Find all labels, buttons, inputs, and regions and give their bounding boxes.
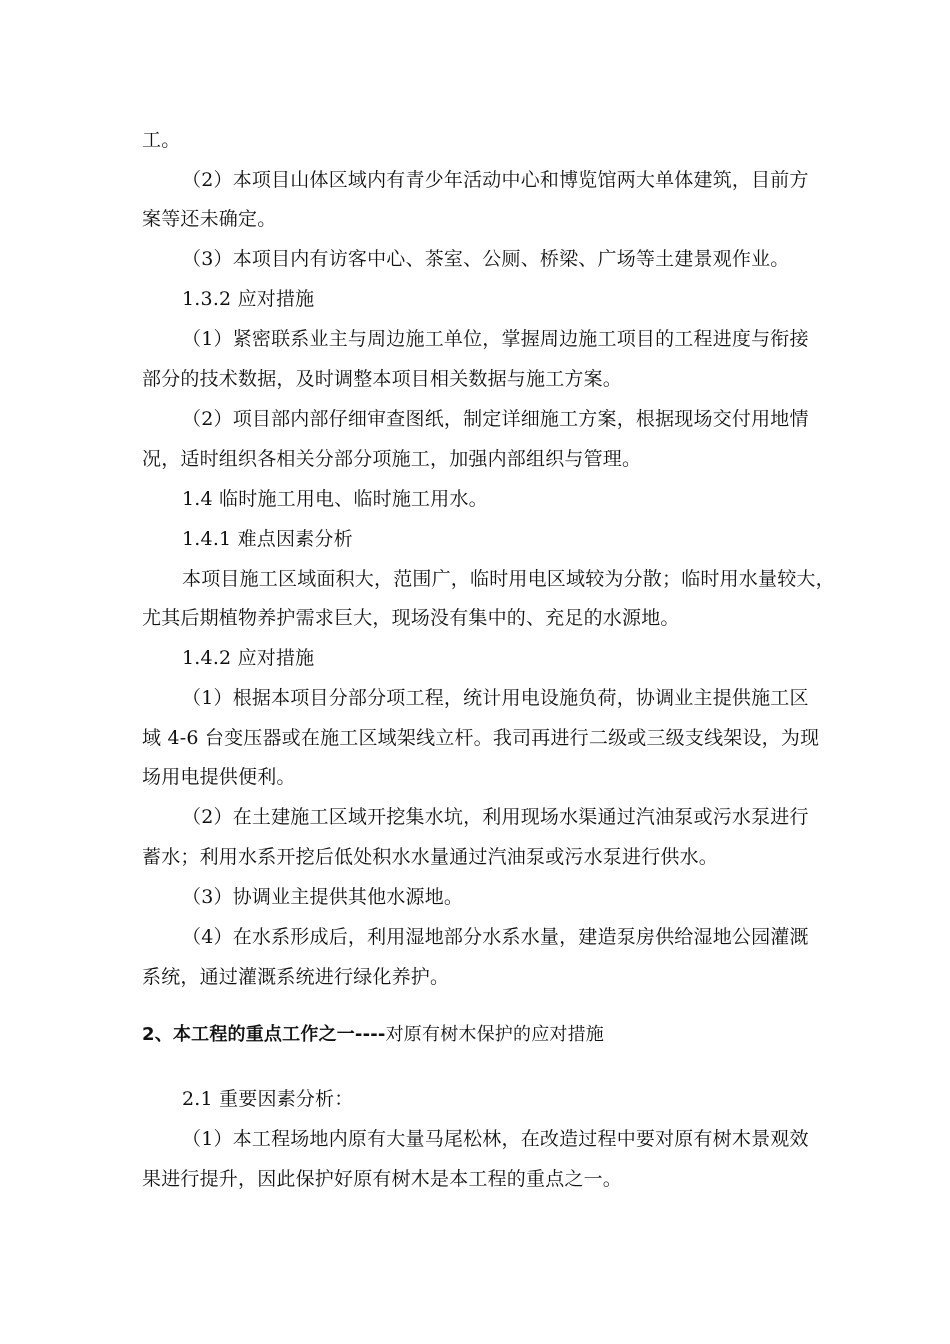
section-heading: 1.4.1 难点因素分析 [182, 528, 353, 550]
paragraph-line: 蓄水；利用水系开挖后低处积水水量通过汽油泵或污水泵进行供水。 [142, 846, 719, 868]
paragraph-line: 案等还未确定。 [142, 208, 277, 230]
paragraph-line: 工。 [142, 129, 181, 151]
paragraph-line: （2）在土建施工区域开挖集水坑，利用现场水渠通过汽油泵或污水泵进行 [182, 806, 809, 828]
chapter-heading [142, 1023, 604, 1047]
paragraph-line: （3）本项目内有访客中心、茶室、公厕、桥梁、广场等土建景观作业。 [182, 248, 790, 270]
paragraph-line: 尤其后期植物养护需求巨大，现场没有集中的、充足的水源地。 [142, 607, 680, 629]
paragraph-line: （1）本工程场地内原有大量马尾松林，在改造过程中要对原有树木景观效 [182, 1128, 809, 1150]
paragraph-line: （4）在水系形成后，利用湿地部分水系水量，建造泵房供给湿地公园灌溉 [182, 926, 809, 948]
paragraph-line: 系统，通过灌溉系统进行绿化养护。 [142, 966, 450, 988]
chapter-heading-bold: 2、本工程的重点工作之一---- [142, 1024, 386, 1045]
paragraph-line: （1）根据本项目分部分项工程，统计用电设施负荷，协调业主提供施工区 [182, 687, 809, 709]
paragraph-line: 况，适时组织各相关分部分项施工，加强内部组织与管理。 [142, 448, 642, 470]
paragraph-line: （2）本项目山体区域内有青少年活动中心和博览馆两大单体建筑，目前方 [182, 169, 809, 191]
section-heading: 2.1 重要因素分析： [182, 1088, 354, 1110]
paragraph-line: 场用电提供便利。 [142, 766, 296, 788]
paragraph-line: 域 4-6 台变压器或在施工区域架线立杆。我司再进行二级或三级支线架设，为现 [142, 727, 820, 749]
paragraph-line: 部分的技术数据，及时调整本项目相关数据与施工方案。 [142, 368, 623, 390]
section-heading: 1.3.2 应对措施 [182, 288, 315, 310]
paragraph-line: （3）协调业主提供其他水源地。 [182, 886, 464, 908]
paragraph-line: （2）项目部内部仔细审查图纸，制定详细施工方案，根据现场交付用地情 [182, 408, 809, 430]
chapter-heading-text: 对原有树木保护的应对措施 [385, 1024, 605, 1045]
section-heading: 1.4 临时施工用电、临时施工用水。 [182, 488, 488, 510]
section-heading: 1.4.2 应对措施 [182, 647, 315, 669]
paragraph-line: （1）紧密联系业主与周边施工单位，掌握周边施工项目的工程进度与衔接 [182, 328, 809, 350]
paragraph-line: 果进行提升，因此保护好原有树木是本工程的重点之一。 [142, 1168, 623, 1190]
paragraph-line: 本项目施工区域面积大，范围广，临时用电区域较为分散；临时用水量较大， [182, 568, 835, 590]
